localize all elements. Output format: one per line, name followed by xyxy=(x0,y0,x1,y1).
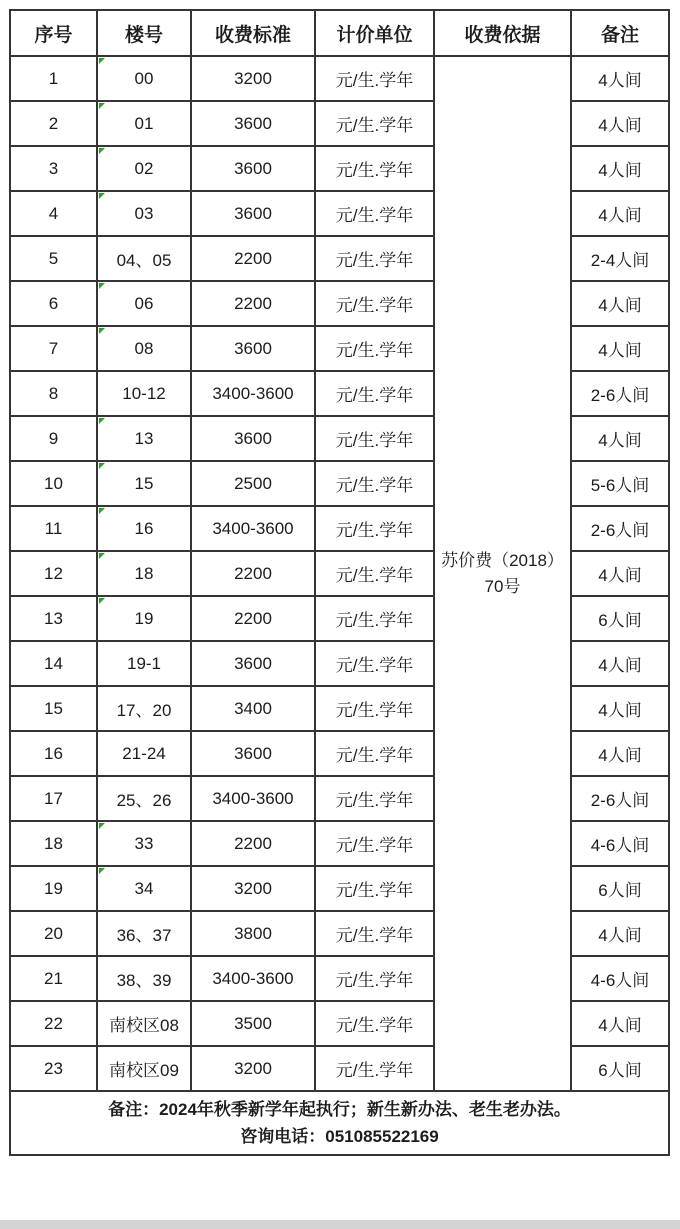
cell-remarks: 6人间 xyxy=(571,1046,669,1091)
cell-serial-number: 10 xyxy=(10,461,97,506)
building-number-text: 03 xyxy=(134,203,154,223)
cell-pricing-unit: 元/生.学年 xyxy=(315,236,434,281)
cell-pricing-unit: 元/生.学年 xyxy=(315,596,434,641)
table-row xyxy=(10,911,669,956)
dorm-fee-table xyxy=(9,9,670,1156)
building-number-text: 08 xyxy=(134,338,154,358)
cell-remarks: 5-6人间 xyxy=(571,461,669,506)
error-indicator-triangle-icon xyxy=(99,328,105,334)
table-row xyxy=(10,56,669,101)
cell-fee-standard: 3600 xyxy=(191,641,315,686)
table-row xyxy=(10,596,669,641)
cell-serial-number: 3 xyxy=(10,146,97,191)
cell-pricing-unit: 元/生.学年 xyxy=(315,1046,434,1091)
table-row xyxy=(10,326,669,371)
cell-serial-number: 13 xyxy=(10,596,97,641)
building-number-text: 38、39 xyxy=(116,971,172,990)
error-indicator-triangle-icon xyxy=(99,598,105,604)
table-row xyxy=(10,1001,669,1046)
table-row xyxy=(10,1046,669,1091)
cell-building-number xyxy=(97,641,191,686)
cell-building-number xyxy=(97,956,191,1001)
cell-building-number xyxy=(97,911,191,956)
cell-fee-standard: 3400-3600 xyxy=(191,776,315,821)
cell-remarks: 4人间 xyxy=(571,641,669,686)
cell-serial-number: 22 xyxy=(10,1001,97,1046)
cell-fee-standard: 3600 xyxy=(191,731,315,776)
cell-fee-basis-merged xyxy=(434,56,571,1091)
building-number-text: 33 xyxy=(134,833,154,853)
cell-remarks: 2-4人间 xyxy=(571,236,669,281)
cell-remarks: 2-6人间 xyxy=(571,371,669,416)
building-number-text: 13 xyxy=(134,428,154,448)
cell-fee-standard: 2200 xyxy=(191,821,315,866)
cell-building-number xyxy=(97,506,191,551)
error-indicator-triangle-icon xyxy=(99,553,105,559)
cell-remarks: 4人间 xyxy=(571,146,669,191)
header-pricing-unit: 计价单位 xyxy=(315,10,434,56)
cell-remarks: 2-6人间 xyxy=(571,506,669,551)
cell-pricing-unit: 元/生.学年 xyxy=(315,101,434,146)
table-row xyxy=(10,236,669,281)
cell-pricing-unit: 元/生.学年 xyxy=(315,551,434,596)
cell-remarks: 2-6人间 xyxy=(571,776,669,821)
building-number-text: 19-1 xyxy=(126,653,162,673)
cell-remarks: 4人间 xyxy=(571,281,669,326)
cell-serial-number: 14 xyxy=(10,641,97,686)
table-row xyxy=(10,281,669,326)
building-number-text: 19 xyxy=(134,608,154,628)
cell-building-number xyxy=(97,596,191,641)
cell-remarks: 4人间 xyxy=(571,1001,669,1046)
cell-pricing-unit: 元/生.学年 xyxy=(315,281,434,326)
table-row xyxy=(10,821,669,866)
error-indicator-triangle-icon xyxy=(99,58,105,64)
header-fee-basis: 收费依据 xyxy=(434,10,571,56)
cell-fee-standard: 3600 xyxy=(191,146,315,191)
cell-serial-number: 6 xyxy=(10,281,97,326)
cell-fee-standard: 3800 xyxy=(191,911,315,956)
cell-remarks: 4人间 xyxy=(571,56,669,101)
cell-remarks: 4人间 xyxy=(571,731,669,776)
cell-serial-number: 4 xyxy=(10,191,97,236)
fee-basis-line1: 苏价费（2018） xyxy=(441,550,564,570)
cell-fee-standard: 3600 xyxy=(191,191,315,236)
cell-pricing-unit: 元/生.学年 xyxy=(315,56,434,101)
cell-fee-standard: 3500 xyxy=(191,1001,315,1046)
error-indicator-triangle-icon xyxy=(99,283,105,289)
cell-serial-number: 19 xyxy=(10,866,97,911)
cell-pricing-unit: 元/生.学年 xyxy=(315,866,434,911)
building-number-text: 01 xyxy=(134,113,154,133)
error-indicator-triangle-icon xyxy=(99,148,105,154)
building-number-text: 04、05 xyxy=(116,251,172,270)
cell-pricing-unit: 元/生.学年 xyxy=(315,191,434,236)
cell-serial-number: 12 xyxy=(10,551,97,596)
cell-fee-standard: 3200 xyxy=(191,866,315,911)
building-number-text: 21-24 xyxy=(122,743,166,763)
table-row xyxy=(10,731,669,776)
cell-pricing-unit: 元/生.学年 xyxy=(315,506,434,551)
table-row xyxy=(10,146,669,191)
cell-serial-number: 7 xyxy=(10,326,97,371)
cell-fee-standard: 2200 xyxy=(191,551,315,596)
cell-fee-standard: 3200 xyxy=(191,56,315,101)
cell-fee-standard: 2200 xyxy=(191,596,315,641)
table-row xyxy=(10,101,669,146)
cell-building-number xyxy=(97,326,191,371)
cell-remarks: 6人间 xyxy=(571,866,669,911)
building-number-text: 16 xyxy=(134,518,154,538)
cell-pricing-unit: 元/生.学年 xyxy=(315,686,434,731)
footer-note-cell xyxy=(10,1091,669,1155)
cell-building-number xyxy=(97,866,191,911)
building-number-text: 36、37 xyxy=(116,926,172,945)
cell-building-number xyxy=(97,731,191,776)
table-row xyxy=(10,866,669,911)
cell-building-number xyxy=(97,821,191,866)
footer-note-line: 备注：2024年秋季新学年起执行；新生新办法、老生老办法。 xyxy=(108,1100,571,1119)
cell-pricing-unit: 元/生.学年 xyxy=(315,956,434,1001)
cell-pricing-unit: 元/生.学年 xyxy=(315,911,434,956)
cell-remarks: 4人间 xyxy=(571,416,669,461)
cell-serial-number: 23 xyxy=(10,1046,97,1091)
cell-building-number xyxy=(97,191,191,236)
table-row xyxy=(10,776,669,821)
cell-pricing-unit: 元/生.学年 xyxy=(315,641,434,686)
cell-remarks: 4人间 xyxy=(571,911,669,956)
error-indicator-triangle-icon xyxy=(99,418,105,424)
cell-remarks: 4人间 xyxy=(571,326,669,371)
cell-serial-number: 11 xyxy=(10,506,97,551)
cell-building-number xyxy=(97,101,191,146)
cell-remarks: 4人间 xyxy=(571,101,669,146)
cell-serial-number: 2 xyxy=(10,101,97,146)
cell-fee-standard: 3600 xyxy=(191,326,315,371)
cell-fee-standard: 3400-3600 xyxy=(191,956,315,1001)
table-row xyxy=(10,416,669,461)
header-serial-number: 序号 xyxy=(10,10,97,56)
cell-pricing-unit: 元/生.学年 xyxy=(315,1001,434,1046)
cell-pricing-unit: 元/生.学年 xyxy=(315,731,434,776)
building-number-text: 34 xyxy=(134,878,154,898)
header-remarks: 备注 xyxy=(571,10,669,56)
header-building-number: 楼号 xyxy=(97,10,191,56)
cell-serial-number: 1 xyxy=(10,56,97,101)
cell-pricing-unit: 元/生.学年 xyxy=(315,371,434,416)
error-indicator-triangle-icon xyxy=(99,868,105,874)
cell-pricing-unit: 元/生.学年 xyxy=(315,821,434,866)
cell-serial-number: 20 xyxy=(10,911,97,956)
cell-fee-standard: 3200 xyxy=(191,1046,315,1091)
cell-building-number xyxy=(97,776,191,821)
fee-basis-line2: 70号 xyxy=(484,576,521,596)
table-row xyxy=(10,551,669,596)
building-number-text: 南校区09 xyxy=(109,1061,179,1080)
cell-serial-number: 8 xyxy=(10,371,97,416)
cell-remarks: 4-6人间 xyxy=(571,956,669,1001)
table-footer-row xyxy=(10,1091,669,1155)
cell-fee-standard: 3600 xyxy=(191,416,315,461)
cell-building-number xyxy=(97,461,191,506)
table-row xyxy=(10,371,669,416)
cell-pricing-unit: 元/生.学年 xyxy=(315,461,434,506)
error-indicator-triangle-icon xyxy=(99,193,105,199)
cell-building-number xyxy=(97,146,191,191)
table-row xyxy=(10,506,669,551)
cell-building-number xyxy=(97,1046,191,1091)
table-row xyxy=(10,191,669,236)
cell-fee-standard: 2500 xyxy=(191,461,315,506)
table-row xyxy=(10,461,669,506)
header-fee-standard: 收费标准 xyxy=(191,10,315,56)
building-number-text: 17、20 xyxy=(116,701,172,720)
cell-remarks: 4人间 xyxy=(571,191,669,236)
error-indicator-triangle-icon xyxy=(99,508,105,514)
footer-phone-line: 咨询电话：051085522169 xyxy=(240,1127,439,1146)
cell-fee-standard: 3400 xyxy=(191,686,315,731)
cell-building-number xyxy=(97,56,191,101)
cell-pricing-unit: 元/生.学年 xyxy=(315,416,434,461)
cell-fee-standard: 3400-3600 xyxy=(191,506,315,551)
cell-fee-standard: 3400-3600 xyxy=(191,371,315,416)
cell-fee-standard: 3600 xyxy=(191,101,315,146)
table-header-row xyxy=(10,10,669,56)
building-number-text: 15 xyxy=(134,473,154,493)
building-number-text: 18 xyxy=(134,563,154,583)
cell-serial-number: 16 xyxy=(10,731,97,776)
error-indicator-triangle-icon xyxy=(99,103,105,109)
cell-building-number xyxy=(97,1001,191,1046)
table-row xyxy=(10,641,669,686)
cell-building-number xyxy=(97,371,191,416)
building-number-text: 25、26 xyxy=(116,791,172,810)
building-number-text: 02 xyxy=(134,158,154,178)
cell-pricing-unit: 元/生.学年 xyxy=(315,146,434,191)
table-row xyxy=(10,686,669,731)
error-indicator-triangle-icon xyxy=(99,823,105,829)
building-number-text: 10-12 xyxy=(122,383,166,403)
error-indicator-triangle-icon xyxy=(99,463,105,469)
building-number-text: 南校区08 xyxy=(109,1016,179,1035)
building-number-text: 00 xyxy=(134,68,154,88)
cell-serial-number: 21 xyxy=(10,956,97,1001)
cell-remarks: 4人间 xyxy=(571,686,669,731)
cell-building-number xyxy=(97,236,191,281)
cell-building-number xyxy=(97,551,191,596)
cell-remarks: 4人间 xyxy=(571,551,669,596)
cell-remarks: 4-6人间 xyxy=(571,821,669,866)
cell-building-number xyxy=(97,416,191,461)
cell-serial-number: 5 xyxy=(10,236,97,281)
building-number-text: 06 xyxy=(134,293,154,313)
table-row xyxy=(10,956,669,1001)
cell-serial-number: 18 xyxy=(10,821,97,866)
cell-pricing-unit: 元/生.学年 xyxy=(315,326,434,371)
cell-remarks: 6人间 xyxy=(571,596,669,641)
cell-serial-number: 17 xyxy=(10,776,97,821)
cell-building-number xyxy=(97,281,191,326)
cell-serial-number: 9 xyxy=(10,416,97,461)
bottom-edge-bar xyxy=(0,1220,680,1229)
cell-serial-number: 15 xyxy=(10,686,97,731)
cell-fee-standard: 2200 xyxy=(191,236,315,281)
cell-pricing-unit: 元/生.学年 xyxy=(315,776,434,821)
cell-building-number xyxy=(97,686,191,731)
cell-fee-standard: 2200 xyxy=(191,281,315,326)
